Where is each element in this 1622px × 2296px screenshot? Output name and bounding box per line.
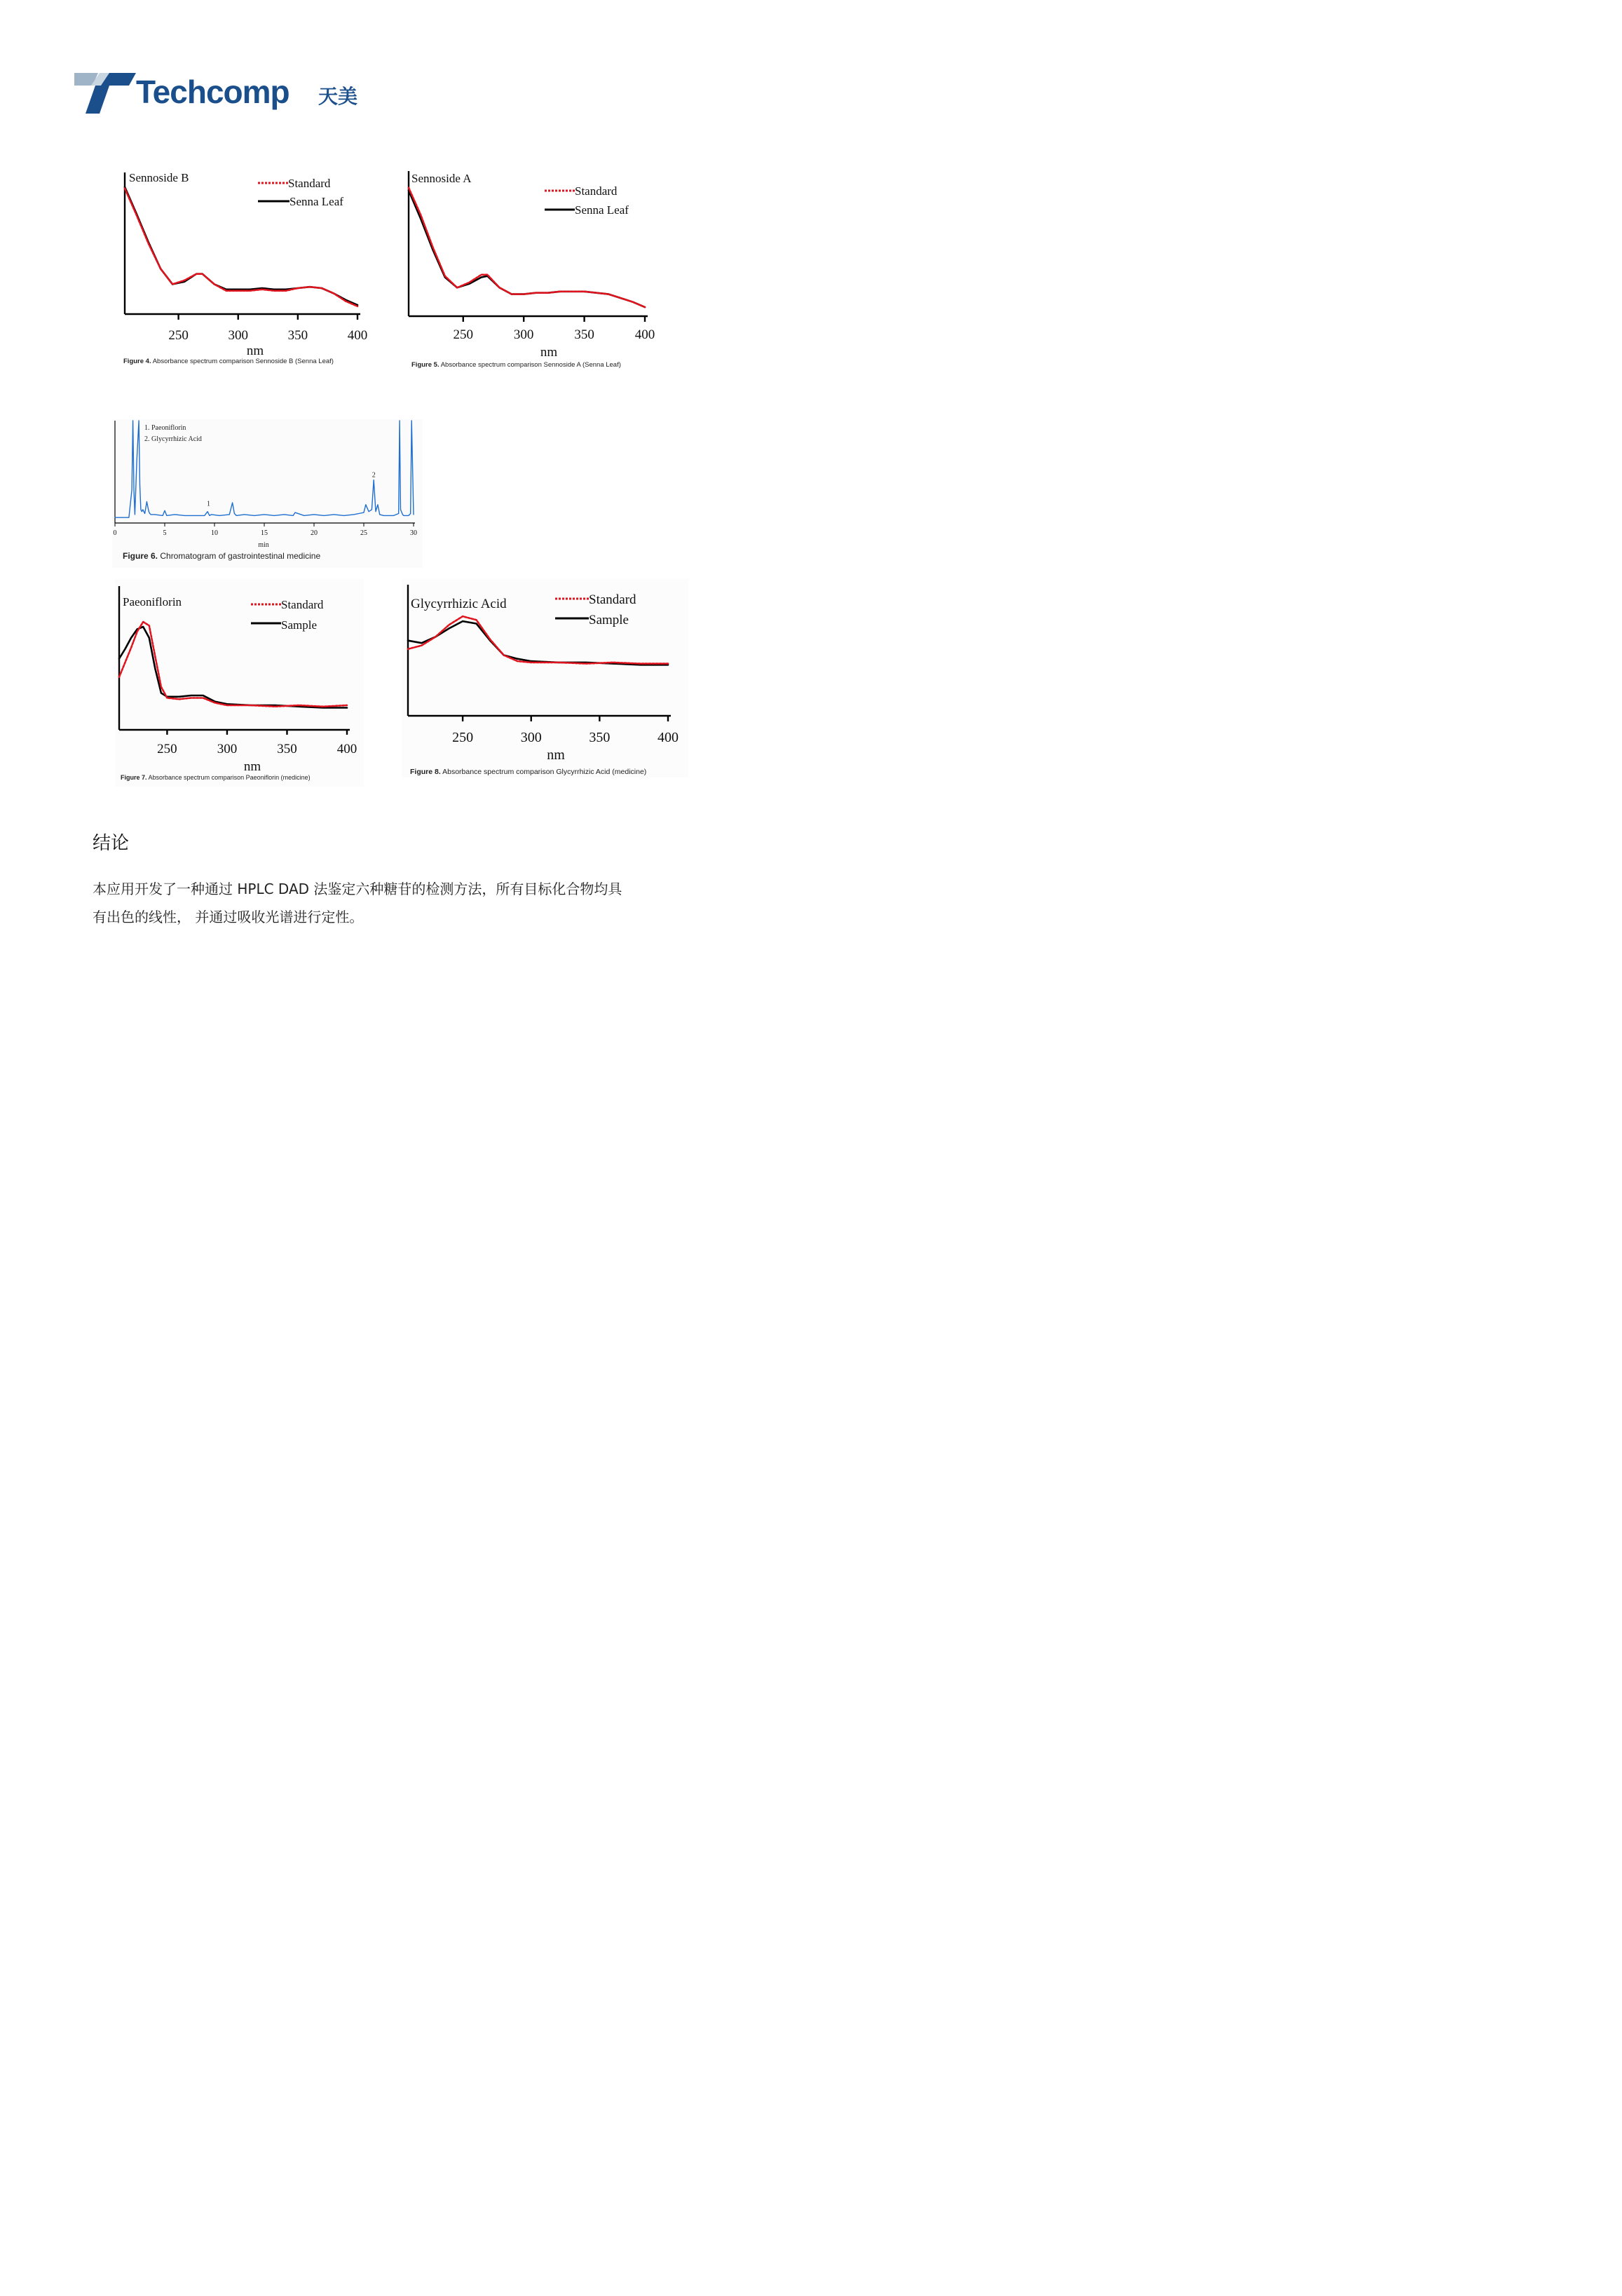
techcomp-logo-mark-icon [74, 72, 137, 115]
legend-sample-label: Sample [589, 613, 629, 627]
figure-8-caption-label: Figure 8. [410, 768, 441, 776]
legend-senna-leaf-label: Senna Leaf [289, 195, 343, 208]
chart-title: Paeoniflorin [123, 595, 182, 609]
chart-legend-1: 1. Paeoniflorin [144, 424, 186, 432]
x-tick-label: 250 [157, 742, 177, 756]
peak-label: 1 [206, 500, 210, 508]
x-tick-label: 350 [589, 730, 611, 745]
legend-standard-label: Standard [288, 177, 331, 190]
x-axis-label: nm [540, 345, 558, 360]
x-tick-label: 400 [657, 730, 679, 745]
series-line-sample [119, 627, 347, 708]
figure-8-caption [410, 768, 646, 776]
x-tick-label: 300 [228, 328, 248, 343]
figure-5-caption-label: Figure 5. [411, 361, 439, 369]
legend-sample-label: Sample [281, 618, 317, 632]
chart-legend-2: 2. Glycyrrhizic Acid [144, 435, 202, 443]
x-tick-label: 15 [261, 529, 268, 537]
figure-4-caption-text: Absorbance spectrum comparison Sennoside B (Senna Leaf) [151, 358, 334, 365]
figure-8-caption-text: Absorbance spectrum comparison Glycyrrhizic Acid (medicine) [440, 768, 647, 776]
figure-7-chart [115, 579, 364, 774]
x-tick-label: 25 [360, 529, 367, 537]
x-tick-label: 0 [113, 529, 117, 537]
figure-5-caption-text: Absorbance spectrum comparison Sennoside A (Senna Leaf) [439, 361, 621, 369]
chart-title: Sennoside A [411, 172, 472, 185]
legend-standard-label: Standard [589, 592, 636, 607]
techcomp-logo [74, 70, 369, 115]
figure-4-chart [118, 167, 384, 358]
x-tick-label: 250 [453, 327, 474, 342]
series-line-standard [119, 622, 347, 707]
figure-7-caption [121, 774, 311, 781]
x-tick-label: 250 [452, 730, 474, 745]
x-tick-label: 20 [311, 529, 318, 537]
chart-title: Glycyrrhizic Acid [411, 597, 507, 611]
figure-4-caption [123, 358, 334, 365]
series-line-sample [408, 621, 668, 665]
x-tick-label: 250 [168, 328, 189, 343]
figure-7-caption-label: Figure 7. [121, 774, 147, 781]
x-tick-label: 30 [410, 529, 417, 537]
x-tick-label: 400 [634, 327, 655, 342]
figure-4-caption-label: Figure 4. [123, 358, 151, 365]
x-tick-label: 5 [163, 529, 167, 537]
x-axis-label: min [258, 541, 269, 549]
legend-standard-label: Standard [575, 184, 618, 198]
legend-senna-leaf-label: Senna Leaf [575, 203, 629, 217]
x-tick-label: 350 [277, 742, 297, 756]
figure-5-caption [411, 361, 621, 369]
x-tick-label: 350 [287, 328, 308, 343]
conclusion-line-1: 本应用开发了一种通过 HPLC DAD 法鉴定六种糖苷的检测方法，所有目标化合物均具 [93, 881, 622, 897]
figure-5-chart [402, 167, 669, 360]
conclusion-paragraph [93, 875, 695, 931]
x-tick-label: 10 [211, 529, 218, 537]
brand-name: Techcomp [136, 74, 289, 110]
conclusion-line-2: 有出色的线性， 并通过吸收光谱进行定性。 [93, 909, 364, 925]
chart-title: Sennoside B [129, 171, 189, 184]
x-axis-label: nm [243, 759, 261, 774]
conclusion-heading: 结论 [93, 833, 130, 854]
x-tick-label: 300 [513, 327, 534, 342]
x-tick-label: 400 [347, 328, 368, 343]
figure-8-chart [402, 579, 688, 764]
x-axis-label: nm [547, 747, 565, 763]
figure-6-caption-text: Chromatogram of gastrointestinal medicine [158, 551, 321, 561]
figure-6-caption [123, 551, 320, 561]
x-tick-label: 350 [574, 327, 594, 342]
brand-name-cn: 天美 [318, 85, 358, 108]
peak-label: 2 [372, 471, 376, 480]
figure-6-caption-label: Figure 6. [123, 551, 158, 561]
series-line-standard [408, 616, 668, 664]
x-tick-label: 300 [217, 742, 238, 756]
figure-6-chart [112, 419, 423, 549]
figure-7-caption-text: Absorbance spectrum comparison Paeoniflorin (medicine) [146, 774, 311, 781]
x-tick-label: 400 [336, 742, 357, 756]
x-axis-label: nm [246, 344, 264, 358]
legend-standard-label: Standard [281, 598, 324, 611]
x-tick-label: 300 [520, 730, 542, 745]
